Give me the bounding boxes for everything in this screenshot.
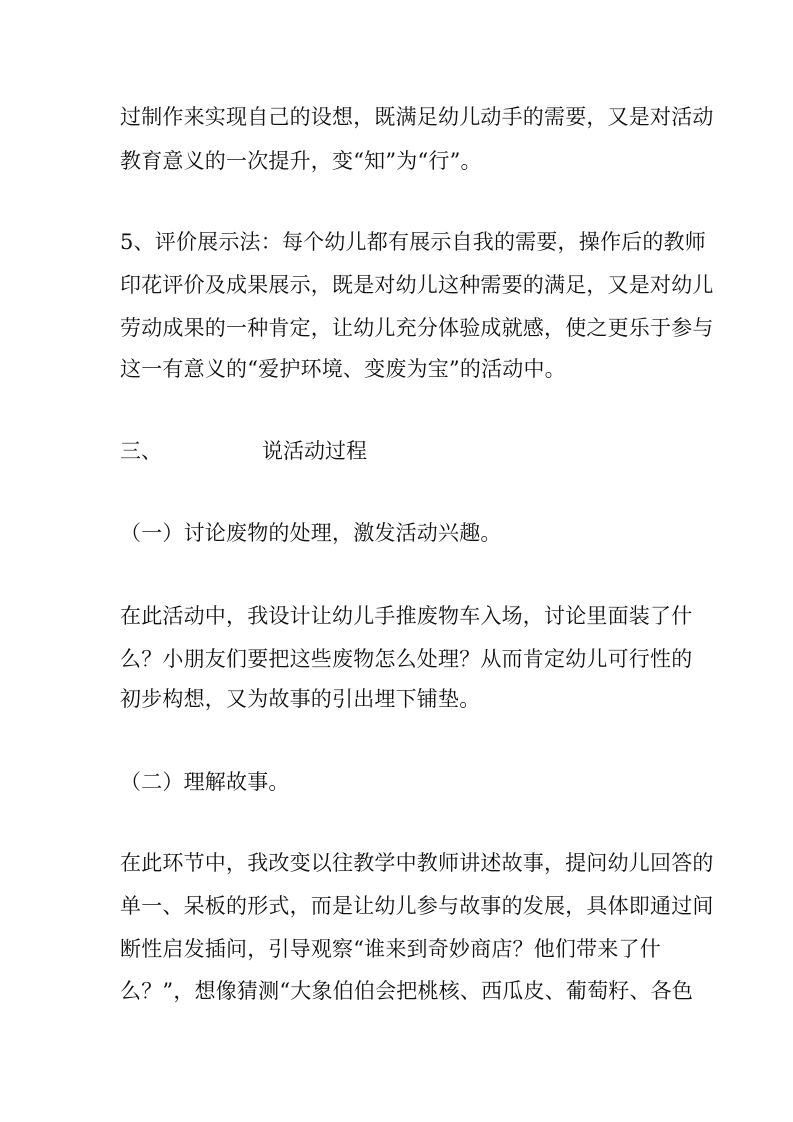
- section-3-number: 三、: [120, 439, 162, 463]
- paragraph-1-line-2: 教育意义的一次提升，变“知”为“行”。: [120, 149, 482, 173]
- paragraph-4-line-2: 单一、呆板的形式，而是让幼儿参与故事的发展，具体即通过间: [120, 894, 714, 918]
- paragraph-3-line-2: 么？小朋友们要把这些废物怎么处理？从而肯定幼儿可行性的: [120, 647, 693, 671]
- paragraph-3-line-1: 在此活动中，我设计让幼儿手推废物车入场，讨论里面装了什: [120, 604, 693, 628]
- paragraph-2-line-2: 印花评价及成果展示，既是对幼儿这种需要的满足，又是对幼儿: [120, 273, 714, 297]
- paragraph-4-line-3: 断性启发插问，引导观察“谁来到奇妙商店？他们带来了什: [120, 937, 661, 961]
- section-3-title: 说活动过程: [262, 439, 367, 463]
- step-1-title: （一）讨论废物的处理，激发活动兴趣。: [120, 521, 502, 545]
- paragraph-4-line-1: 在此环节中，我改变以往教学中教师讲述故事，提问幼儿回答的: [120, 851, 714, 875]
- step-2-title: （二）理解故事。: [120, 770, 290, 794]
- paragraph-2-line-3: 劳动成果的一种肯定，让幼儿充分体验成就感，使之更乐于参与: [120, 316, 714, 340]
- paragraph-3-line-3: 初步构想，又为故事的引出埋下铺垫。: [120, 687, 481, 711]
- paragraph-4-line-4: 么？”，想像猜测“大象伯伯会把桃核、西瓜皮、葡萄籽、各色: [120, 979, 694, 1003]
- paragraph-2-line-1: 5、评价展示法：每个幼儿都有展示自我的需要，操作后的教师: [120, 230, 706, 254]
- paragraph-2-line-4: 这一有意义的“爱护环境、变废为宝”的活动中。: [120, 357, 566, 381]
- paragraph-1-line-1: 过制作来实现自己的设想，既满足幼儿动手的需要，又是对活动: [120, 105, 714, 129]
